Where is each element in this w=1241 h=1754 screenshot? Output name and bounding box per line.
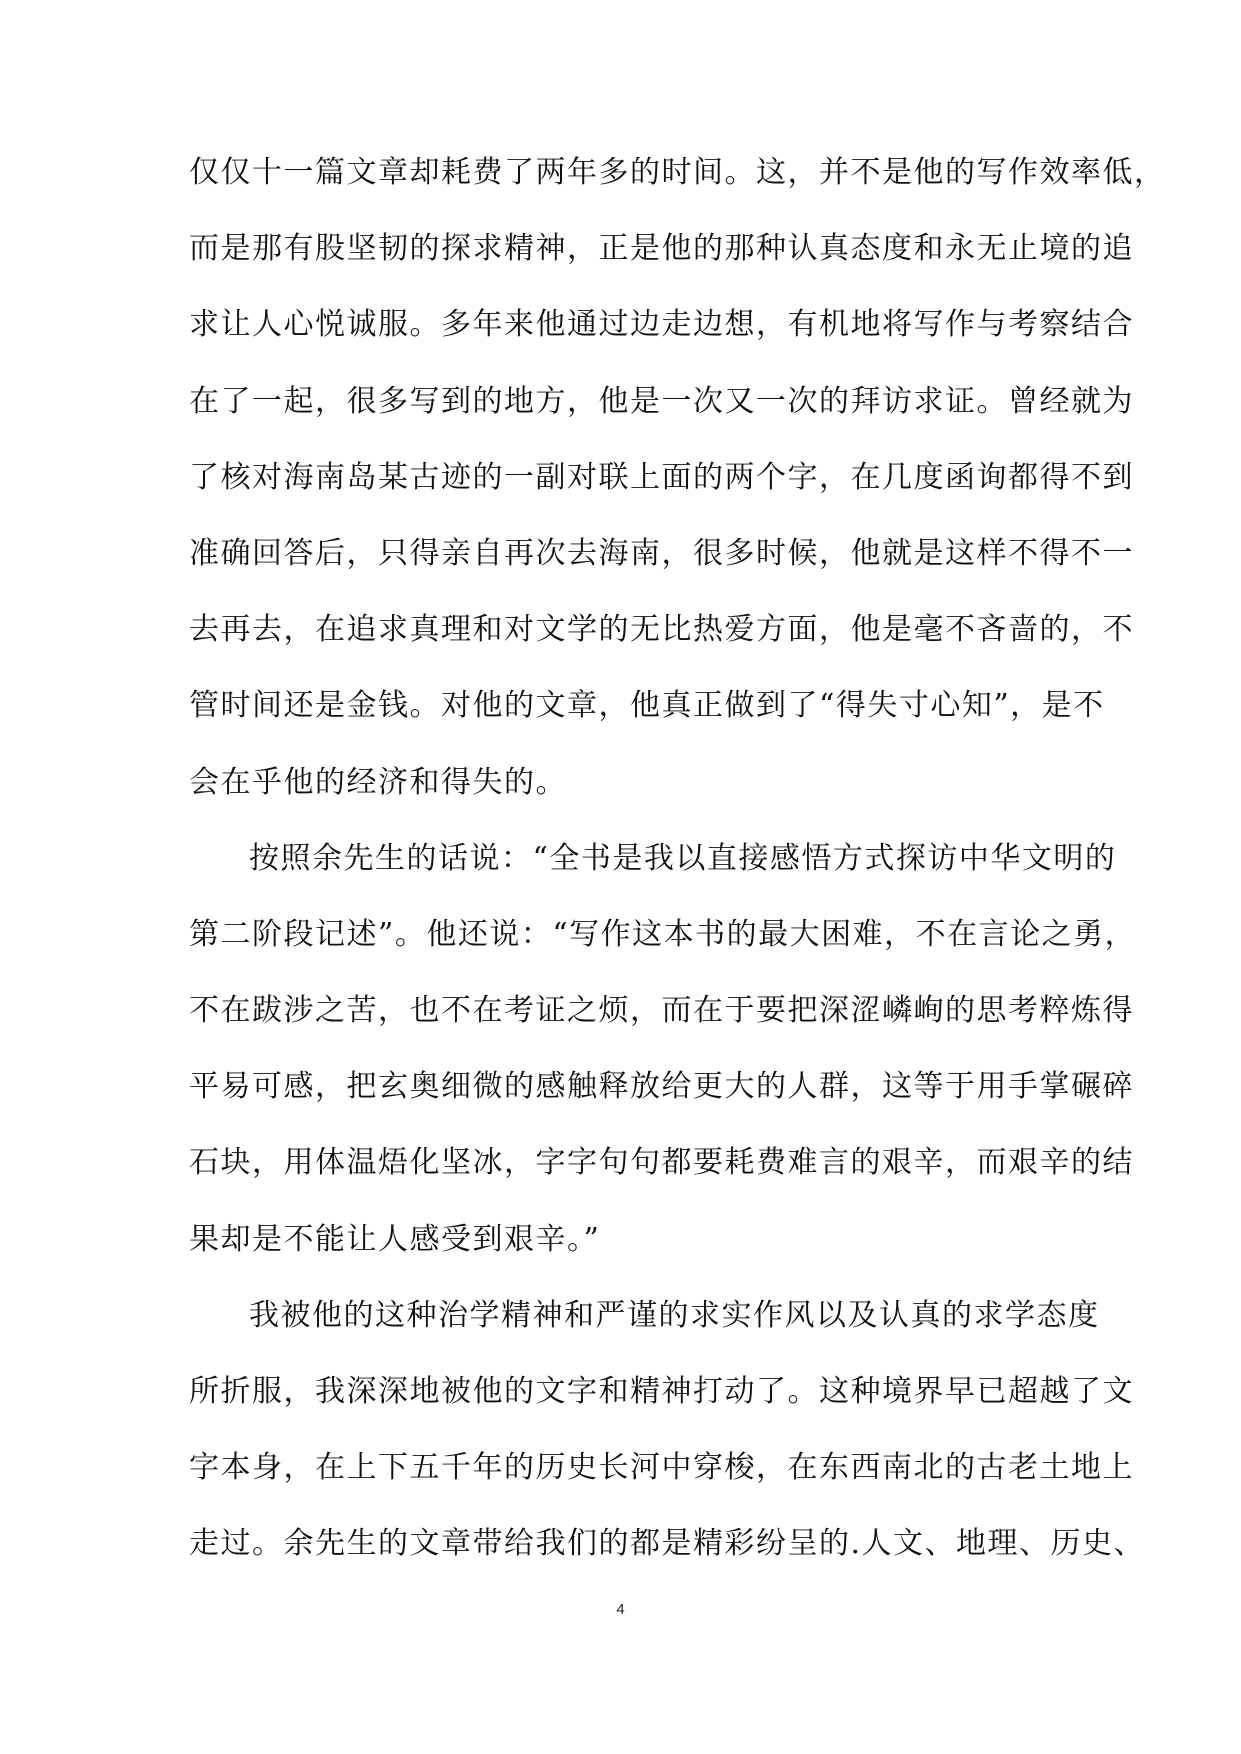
text-line: 不在跋涉之苦，也不在考证之烦，而在于要把深涩嶙峋的思考粹炼得 [189, 993, 1134, 1029]
body-text [189, 145, 1166, 1593]
text-line: 管时间还是金钱。对他的文章，他真正做到了“得失寸心知”，是不 [189, 688, 1105, 724]
text-line: 在了一起，很多写到的地方，他是一次又一次的拜访求证。曾经就为 [189, 383, 1134, 419]
text-line: 仅仅十一篇文章却耗费了两年多的时间。这，并不是他的写作效率低， [189, 155, 1166, 190]
text-line: 果却是不能让人感受到艰辛。” [189, 1221, 601, 1257]
text-line: 字本身，在上下五千年的历史长河中穿梭，在东西南北的古老土地上 [189, 1450, 1134, 1486]
text-line: 石块，用体温焐化坚冰，字字句句都要耗费难言的艰辛，而艰辛的结 [189, 1145, 1134, 1181]
paragraph-start-line: 按照余先生的话说：“全书是我以直接感悟方式探访中华文明的 [249, 840, 1117, 876]
text-line: 求让人心悦诚服。多年来他通过边走边想，有机地将写作与考察结合 [189, 307, 1134, 343]
text-line: 会在乎他的经济和得失的。 [189, 764, 567, 800]
text-line: 而是那有股坚韧的探求精神，正是他的那种认真态度和永无止境的追 [189, 231, 1134, 267]
text-line: 了核对海南岛某古迹的一副对联上面的两个字，在几度函询都得不到 [189, 459, 1134, 495]
page-number: 4 [616, 1601, 625, 1618]
text-line: 去再去，在追求真理和对文学的无比热爱方面，他是毫不吝啬的，不 [189, 612, 1134, 648]
text-line: 平易可感，把玄奥细微的感触释放给更大的人群，这等于用手掌碾碎 [189, 1069, 1134, 1105]
text-line: 所折服，我深深地被他的文字和精神打动了。这种境界早已超越了文 [189, 1374, 1134, 1409]
text-line: 第二阶段记述”。他还说：“写作这本书的最大困难，不在言论之勇， [189, 916, 1137, 952]
text-line: 准确回答后，只得亲自再次去海南，很多时候，他就是这样不得不一 [189, 535, 1134, 571]
paragraph-start-line: 我被他的这种治学精神和严谨的求实作风以及认真的求学态度 [249, 1297, 1100, 1333]
text-line: 走过。余先生的文章带给我们的都是精彩纷呈的.人文、地理、历史、 [189, 1526, 1146, 1562]
